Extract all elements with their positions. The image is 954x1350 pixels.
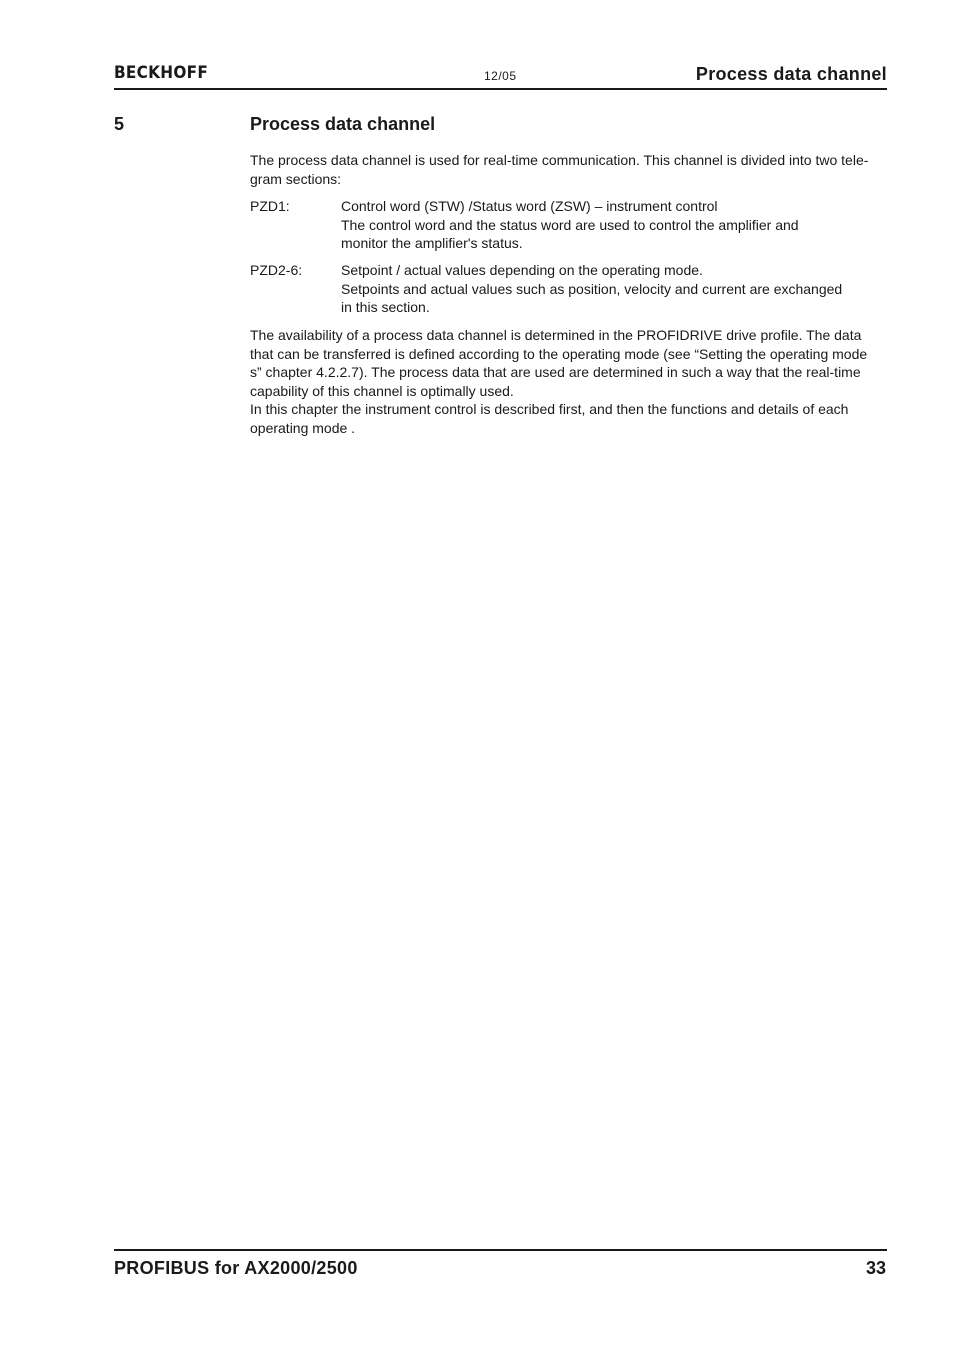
description-line: monitor the amplifier's status. [341,235,523,251]
page-header [114,62,887,90]
paragraph-line: gram sections: [250,170,342,187]
header-date: 12/05 [484,69,517,83]
section-number: 5 [114,114,125,134]
definition-term: PZD2-6: [250,262,303,278]
description-line: Setpoint / actual values depending on the operating mode. [341,262,703,278]
description-line: in this section. [341,299,430,315]
definition-description [341,261,871,317]
intro-paragraph [250,151,890,188]
description-line: Control word (STW) /Status word (ZSW) – instrument control [341,198,718,214]
definition-description [341,197,871,253]
paragraph-line: The availability of a process data channel is determined in the PROFIDRIVE drive profile. The data [250,327,862,343]
definition-term: PZD1: [250,198,290,214]
paragraph-line: capability of this channel is optimally used. [250,382,514,399]
paragraph-line: that can be transferred is defined according to the operating mode (see “Setting the operating mode [250,345,868,362]
page-number: 33 [865,1258,886,1278]
availability-paragraph [250,326,890,437]
brand-logo: BECKHOFF [114,63,209,83]
page-footer [114,1249,887,1285]
footer-title: PROFIBUS for AX2000/2500 [114,1258,358,1278]
paragraph-line: s” chapter 4.2.2.7). The process data that are used are determined in such a way that the real-time [250,364,861,380]
paragraph-line: operating mode . [250,419,356,436]
description-line: The control word and the status word are used to control the amplifier and [341,216,799,233]
section-title: Process data channel [250,114,436,134]
header-title: Process data channel [695,64,887,84]
description-line: Setpoints and actual values such as position, velocity and current are exchanged [341,280,843,297]
paragraph-line: The process data channel is used for real-time communication. This channel is divided into two tele- [250,152,869,168]
paragraph-line: In this chapter the instrument control is described first, and then the functions and details of each [250,401,849,417]
